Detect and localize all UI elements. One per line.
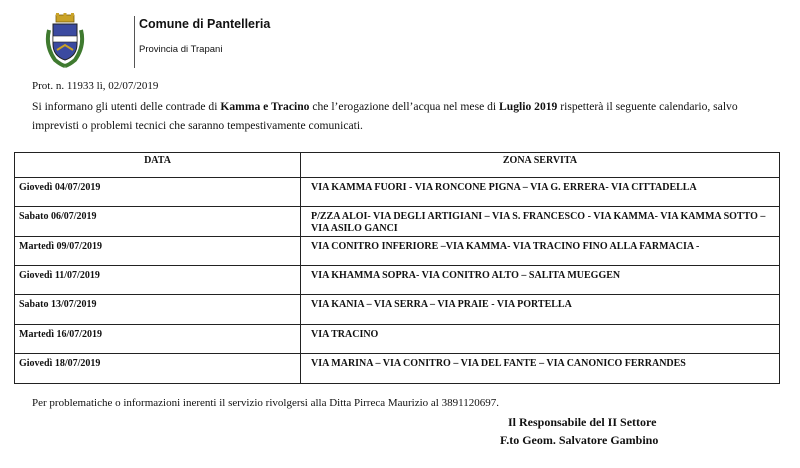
intro-text-3: rispetterà il seguente calendario, salvo imprevisti o problemi tecnici che saranno tempestivamente comunicati. bbox=[32, 100, 738, 132]
row-date: Sabato 06/07/2019 bbox=[15, 207, 301, 237]
row-zone: VIA TRACINO bbox=[301, 325, 780, 354]
table-row bbox=[15, 237, 780, 266]
row-date: Giovedì 11/07/2019 bbox=[15, 266, 301, 295]
intro-contrade: Kamma e Tracino bbox=[220, 100, 310, 113]
comune-name: Comune di Pantelleria bbox=[139, 17, 271, 31]
row-zone: VIA KHAMMA SOPRA- VIA CONITRO ALTO – SALITA MUEGGEN bbox=[301, 266, 780, 295]
row-date: Martedì 16/07/2019 bbox=[15, 325, 301, 354]
header-zone: ZONA SERVITA bbox=[301, 153, 780, 178]
row-zone: VIA MARINA – VIA CONITRO – VIA DEL FANTE – VIA CANONICO FERRANDES bbox=[301, 354, 780, 384]
table-row bbox=[15, 325, 780, 354]
municipal-crest-icon bbox=[43, 12, 87, 68]
provincia-name: Provincia di Trapani bbox=[139, 44, 223, 55]
row-date: Sabato 13/07/2019 bbox=[15, 295, 301, 325]
header-date: DATA bbox=[15, 153, 301, 178]
row-zone: VIA CONITRO INFERIORE –VIA KAMMA- VIA TRACINO FINO ALLA FARMACIA - bbox=[301, 237, 780, 266]
intro-text-1: Si informano gli utenti delle contrade di bbox=[32, 100, 221, 113]
row-date: Giovedì 18/07/2019 bbox=[15, 354, 301, 384]
signatory-title: Il Responsabile del II Settore bbox=[508, 415, 657, 429]
intro-month: Luglio 2019 bbox=[499, 100, 558, 113]
row-zone: VIA KANIA – VIA SERRA – VIA PRAIE - VIA PORTELLA bbox=[301, 295, 780, 325]
table-row bbox=[15, 354, 780, 384]
table-row bbox=[15, 207, 780, 237]
row-date: Giovedì 04/07/2019 bbox=[15, 178, 301, 207]
row-date: Martedì 09/07/2019 bbox=[15, 237, 301, 266]
table-row bbox=[15, 266, 780, 295]
table-row bbox=[15, 295, 780, 325]
signatory-name: F.to Geom. Salvatore Gambino bbox=[500, 433, 659, 447]
schedule-table bbox=[14, 152, 780, 384]
contact-note: Per problematiche o informazioni inerenti il servizio rivolgersi alla Ditta Pirreca Maurizio al 3891120697. bbox=[32, 397, 499, 409]
table-row bbox=[15, 178, 780, 207]
row-zone: P/ZZA ALOI- VIA DEGLI ARTIGIANI – VIA S. FRANCESCO - VIA KAMMA- VIA KAMMA SOTTO – VIA ASILO GANCI bbox=[301, 207, 780, 237]
intro-paragraph bbox=[32, 97, 777, 135]
intro-text-2: che l’erogazione dell’acqua nel mese di bbox=[309, 100, 500, 113]
header-divider bbox=[134, 16, 135, 68]
row-zone: VIA KAMMA FUORI - VIA RONCONE PIGNA – VIA G. ERRERA- VIA CITTADELLA bbox=[301, 178, 780, 207]
table-header-row bbox=[15, 153, 780, 178]
protocol-line: Prot. n. 11933 lì, 02/07/2019 bbox=[32, 80, 159, 92]
